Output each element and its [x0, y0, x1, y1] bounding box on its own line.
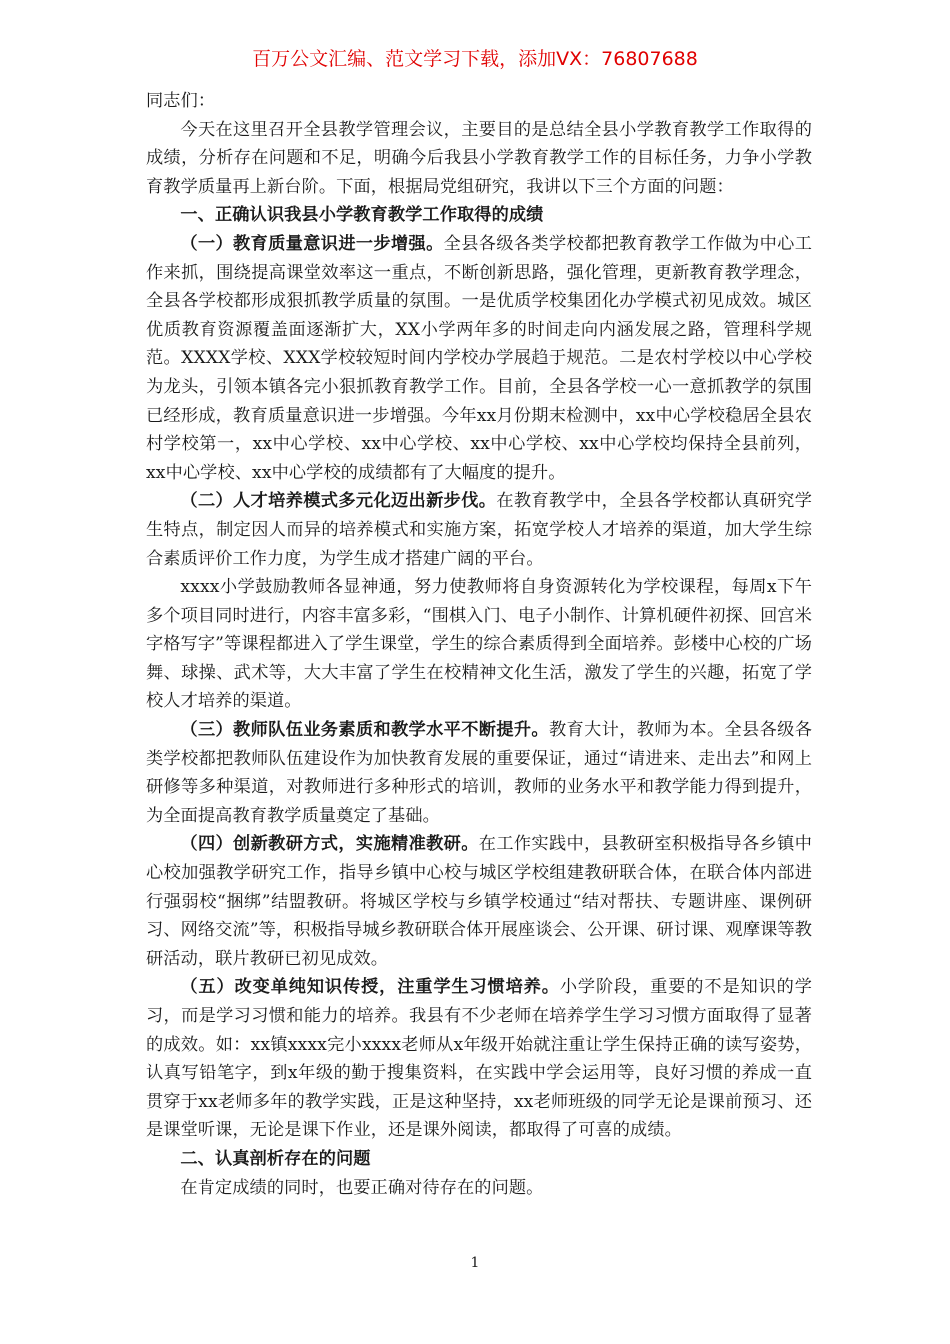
section-heading-1: 一、正确认识我县小学教育教学工作取得的成绩	[180, 205, 544, 226]
paragraph-item-5	[146, 973, 812, 1145]
download-banner: 百万公文汇编、范文学习下载，添加VX：76807688	[252, 48, 698, 70]
item-4-text: 在工作实践中，县教研室积极指导各乡镇中心校加强教学研究工作，指导乡镇中心校与城区学校组建教研联合体，在联合体内部进行强弱校“捆绑”结盟教研。将城区学校与乡镇学校通过“结对帮扶、专题讲座、课例研习、网络交流”等，积极指导城乡教研联合体开展座谈会、公开课、研讨课、观摩课等教研活动，联片教研已初见成效。	[146, 834, 813, 969]
section-2-paragraph: 在肯定成绩的同时，也要正确对待存在的问题。	[180, 1177, 544, 1198]
paragraph-item-3	[146, 716, 812, 830]
item-4-title: （四）创新教研方式，实施精准教研。	[180, 834, 479, 855]
item-1-text: 全县各级各类学校都把教育教学工作做为中心工作来抓，围绕提高课堂效率这一重点，不断创新思路，强化管理，更新教育教学理念，全县各学校都形成狠抓教学质量的氛围。一是优质学校集团化办学模式初见成效。城区优质教育资源覆盖面逐渐扩大，XX小学两年多的时间走向内涵发展之路，管理科学规范。XXXX学校、XXX学校较短时间内学校办学展趋于规范。二是农村学校以中心学校为龙头，引领本镇各完小狠抓教育教学工作。目前，全县各学校一心一意抓教学的氛围已经形成，教育质量意识进一步增强。今年xx月份期末检测中，xx中心学校稳居全县农村学校第一，xx中心学校、xx中心学校、xx中心学校、xx中心学校均保持全县前列，xx中心学校、xx中心学校的成绩都有了大幅度的提升。	[146, 233, 812, 483]
document-body	[146, 87, 812, 1202]
intro-paragraph: 今天在这里召开全县教学管理会议，主要目的是总结全县小学教育教学工作取得的成绩，分析存在问题和不足，明确今后我县小学教育教学工作的目标任务，力争小学教育教学质量再上新台阶。下面，根据局党组研究，我讲以下三个方面的问题：	[146, 119, 812, 197]
paragraph-item-2	[146, 487, 812, 573]
item-3-text: 教育大计，教师为本。全县各级各类学校都把教师队伍建设作为加快教育发展的重要保证，通过“请进来、走出去”和网上研修等多种渠道，对教师进行多种形式的培训，教师的业务水平和教学能力得到提升，为全面提高教育教学质量奠定了基础。	[146, 720, 812, 826]
paragraph-item-2-continued: xxxx小学鼓励教师各显神通，努力使教师将自身资源转化为学校课程，每周x下午多个项目同时进行，内容丰富多彩，“围棋入门、电子小制作、计算机硬件初探、回宫米字格写字”等课程都进入了学生课堂，学生的综合素质得到全面培养。彭楼中心校的广场舞、球操、武术等，大大丰富了学生在校精神文化生活，激发了学生的兴趣，拓宽了学校人才培养的渠道。	[146, 577, 812, 712]
item-2-title: （二）人才培养模式多元化迈出新步伐。	[180, 491, 497, 512]
item-2-text: 在教育教学中，全县各学校都认真研究学生特点，制定因人而异的培养模式和实施方案，拓宽学校人才培养的渠道，加大学生综合素质评价工作力度，为学生成才搭建广阔的平台。	[146, 491, 812, 569]
salutation: 同志们：	[146, 91, 216, 111]
section-heading-2: 二、认真剖析存在的问题	[180, 1148, 371, 1169]
item-5-title: （五）改变单纯知识传授，注重学生习惯培养。	[180, 977, 560, 998]
page-number: 1	[470, 1255, 480, 1271]
paragraph-item-1	[146, 230, 812, 487]
item-3-title: （三）教师队伍业务素质和教学水平不断提升。	[180, 720, 549, 741]
paragraph-item-4	[146, 830, 812, 973]
item-5-text: 小学阶段，重要的不是知识的学习，而是学习习惯和能力的培养。我县有不少老师在培养学生学习习惯方面取得了显著的成效。如：xx镇xxxx完小xxxx老师从x年级开始就注重让学生保持正确的读写姿势，认真写铅笔字，到x年级的勤于搜集资料，在实践中学会运用等，良好习惯的养成一直贯穿于xx老师多年的教学实践，正是这种坚持，xx老师班级的同学无论是课前预习、还是课堂听课，无论是课下作业，还是课外阅读，都取得了可喜的成绩。	[146, 977, 812, 1141]
item-1-title: （一）教育质量意识进一步增强。	[180, 233, 444, 254]
